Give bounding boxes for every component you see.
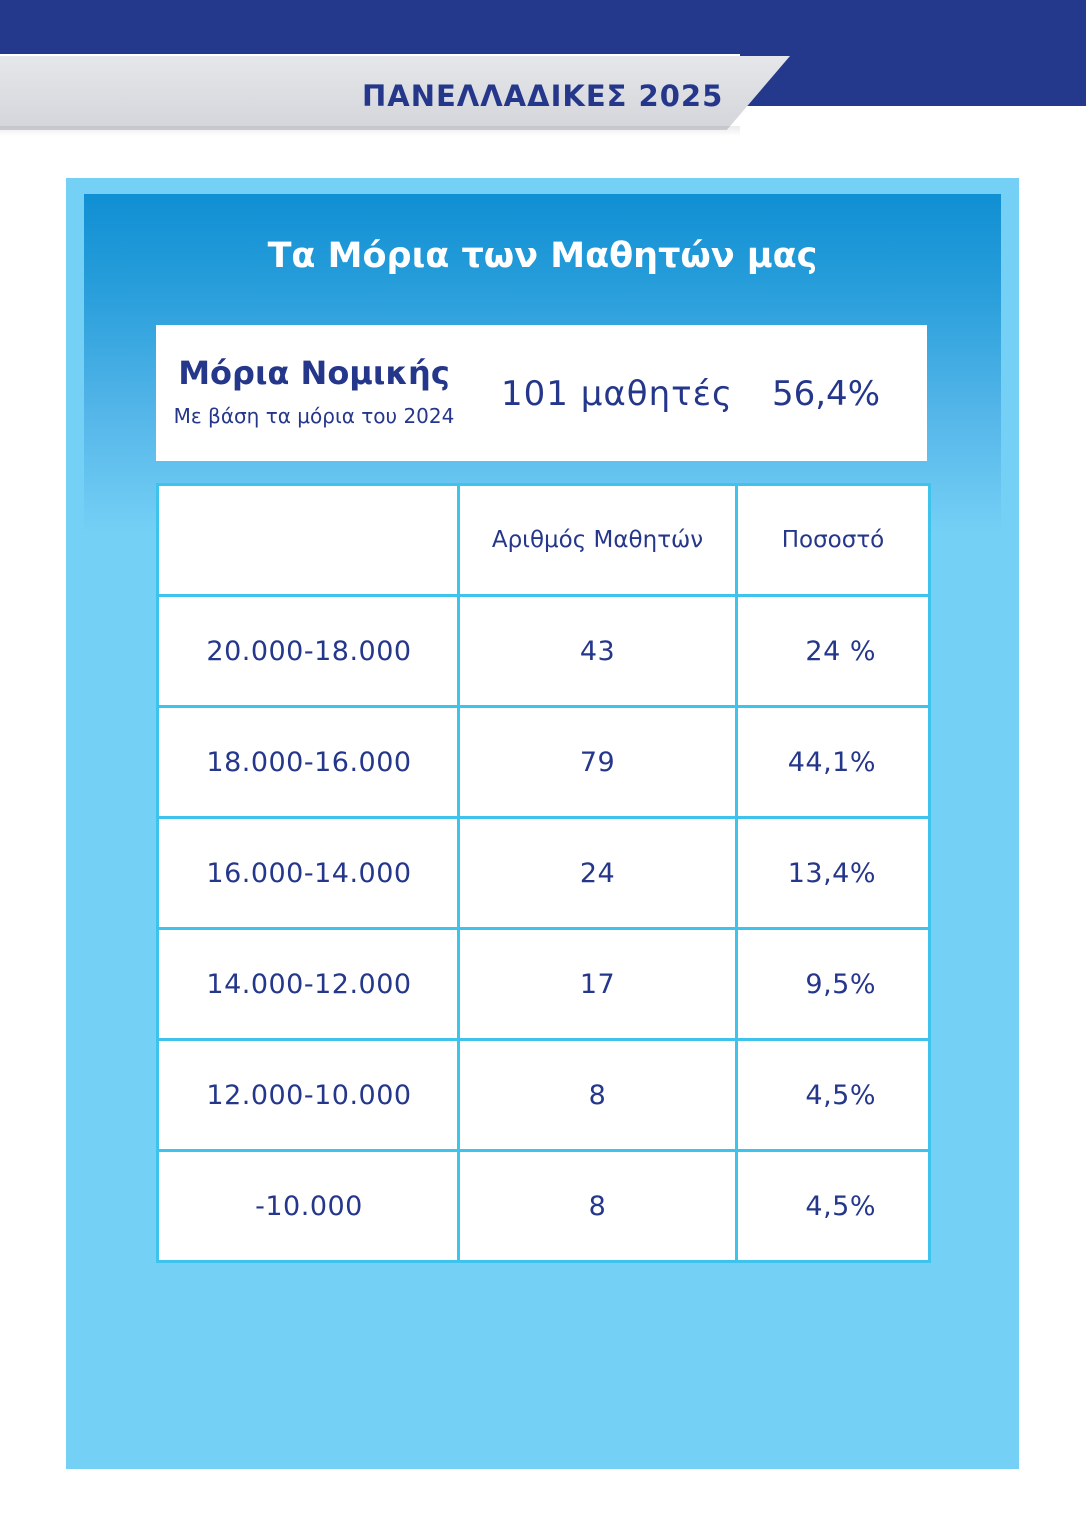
summary-count: 101 μαθητές xyxy=(501,374,733,414)
header-range xyxy=(158,485,459,596)
count-cell: 8 xyxy=(459,1151,737,1262)
percent-cell: 9,5% xyxy=(737,929,930,1040)
range-text: -10.000 xyxy=(255,1190,363,1222)
range-cell xyxy=(158,818,459,929)
range-cell xyxy=(158,596,459,707)
range-cell xyxy=(158,1151,459,1262)
exam-title: ΠΑΝΕΛΛΑΔΙΚΕΣ 2025 xyxy=(362,79,724,113)
percent-cell: 13,4% xyxy=(737,818,930,929)
table-row xyxy=(158,707,930,818)
percent-cell: 4,5% xyxy=(737,1040,930,1151)
table-row xyxy=(158,1151,930,1262)
range-cell xyxy=(158,1040,459,1151)
summary-box xyxy=(156,325,927,461)
range-cell xyxy=(158,929,459,1040)
count-cell: 17 xyxy=(459,929,737,1040)
table-row xyxy=(158,596,930,707)
table-row xyxy=(158,929,930,1040)
count-cell: 43 xyxy=(459,596,737,707)
header-band-accent xyxy=(740,54,1086,106)
count-cell: 79 xyxy=(459,707,737,818)
range-text: 12.000-10.000 xyxy=(206,1079,412,1111)
panel-title: Τα Μόρια των Μαθητών μας xyxy=(267,236,818,276)
range-cell xyxy=(158,707,459,818)
header-percent: Ποσοστό xyxy=(737,485,930,596)
range-text: 18.000-16.000 xyxy=(206,746,412,778)
percent-cell: 44,1% xyxy=(737,707,930,818)
percent-cell: 24 % xyxy=(737,596,930,707)
header-count: Αριθμός Μαθητών xyxy=(459,485,737,596)
percent-cell: 4,5% xyxy=(737,1151,930,1262)
points-table xyxy=(156,483,931,1263)
range-text: 16.000-14.000 xyxy=(206,857,412,889)
summary-percent: 56,4% xyxy=(771,374,880,414)
table-header-row xyxy=(158,485,930,596)
header-tab-shadow xyxy=(0,126,740,136)
range-text: 20.000-18.000 xyxy=(206,635,412,667)
count-cell: 24 xyxy=(459,818,737,929)
table-row xyxy=(158,818,930,929)
summary-sublabel: Με βάση τα μόρια του 2024 xyxy=(173,404,455,428)
summary-label: Μόρια Νομικής xyxy=(178,354,450,392)
range-text: 14.000-12.000 xyxy=(206,968,412,1000)
table-row xyxy=(158,1040,930,1151)
count-cell: 8 xyxy=(459,1040,737,1151)
header-band xyxy=(0,0,1086,54)
